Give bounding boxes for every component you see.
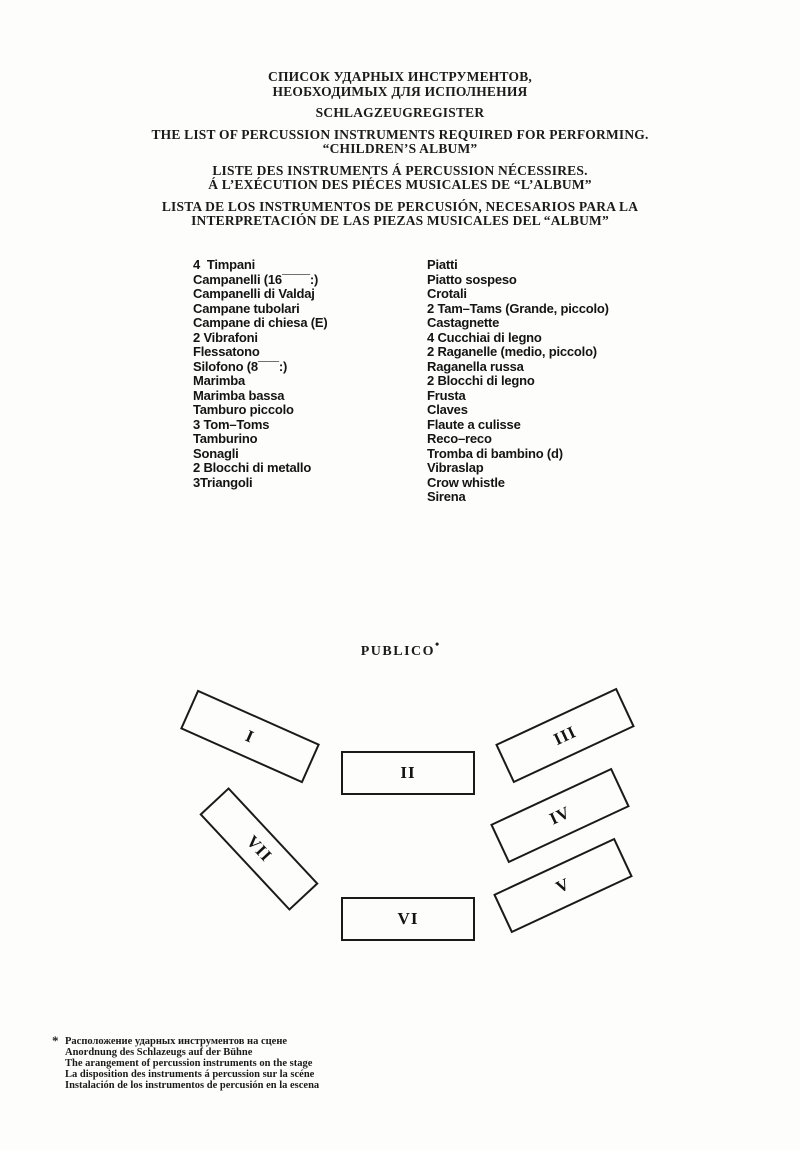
stage-position-ii-label: II <box>400 763 416 782</box>
list-line: Crotali <box>427 286 467 301</box>
footnotes-block <box>52 1033 320 1091</box>
list-line: Campanelli di Valdaj <box>193 286 315 301</box>
title-english-line2: “CHILDREN’S ALBUM” <box>322 141 478 156</box>
title-spanish-line2: INTERPRETACIÓN DE LAS PIEZAS MUSICALES DEL “ALBUM” <box>191 213 609 228</box>
list-line: Flaute a culisse <box>427 416 521 432</box>
title-french-line1: LISTE DES INSTRUMENTS Á PERCUSSION NÉCESSIRES. <box>212 162 588 178</box>
audience-label <box>0 637 800 660</box>
list-line: Claves <box>427 402 468 417</box>
list-line: Tamburo piccolo <box>193 402 294 417</box>
list-line: 2 Tam–Tams (Grande, piccolo) <box>427 300 609 316</box>
list-line: Piatti <box>427 257 458 272</box>
list-line: 4 Cucchiai di legno <box>427 329 542 345</box>
list-line: La disposition des instruments á percussion sur la scéne <box>65 1069 315 1080</box>
stage-position-i <box>180 690 320 784</box>
list-line: Campanelli (16¯¯¯¯:) <box>193 271 319 287</box>
stage-position-iii-label: III <box>550 721 580 749</box>
stage-position-ii <box>341 751 475 795</box>
title-german: SCHLAGZEUGREGISTER <box>315 105 485 120</box>
footnote-asterisk: * <box>52 1033 59 1048</box>
stage-position-iv-label: IV <box>546 802 574 829</box>
list-line: Tromba di bambino (d) <box>427 445 563 461</box>
list-line: 4 Timpani <box>193 257 256 272</box>
list-line: Crow whistle <box>427 474 505 490</box>
list-line: Vibraslap <box>427 460 484 475</box>
audience-label-text: PUBLICO <box>360 644 436 659</box>
list-line: Anordnung des Schlazeugs auf der Bühne <box>65 1047 253 1058</box>
stage-position-vii <box>199 787 318 911</box>
list-line: Piatto sospeso <box>427 271 517 287</box>
footnote-lines <box>65 1036 319 1091</box>
list-line: Tamburino <box>193 431 258 446</box>
list-line: Marimba bassa <box>193 387 285 403</box>
instrument-list-right-column <box>427 258 609 505</box>
list-line: Расположение ударных инструментов на сцене <box>65 1036 288 1047</box>
list-line: 2 Vibrafoni <box>193 329 258 345</box>
stage-position-vi <box>341 897 475 941</box>
list-line: 2 Blocchi di metallo <box>193 460 312 475</box>
list-line: 3Triangoli <box>193 474 253 490</box>
list-line: Instalación de los instrumentos de percusión en la escena <box>65 1080 320 1091</box>
list-line: Raganella russa <box>427 358 524 374</box>
stage-position-v <box>493 838 633 934</box>
title-russian-line2: НЕОБХОДИМЫХ ДЛЯ ИСПОЛНЕНИЯ <box>272 83 528 99</box>
list-line: Sirena <box>427 489 466 504</box>
title-english-line1: THE LIST OF PERCUSSION INSTRUMENTS REQUIRED FOR PERFORMING. <box>151 126 649 142</box>
list-line: Reco–reco <box>427 431 492 446</box>
list-line: Flessatono <box>193 344 260 359</box>
title-russian-line1: СПИСОК УДАРНЫХ ИНСТРУМЕНТОВ, <box>268 69 532 84</box>
list-line: The arangement of percussion instruments on the stage <box>65 1058 313 1069</box>
instrument-list-left-column <box>193 258 328 490</box>
list-line: Campane tubolari <box>193 300 300 316</box>
stage-position-i-label: I <box>242 725 258 747</box>
list-line: Castagnette <box>427 315 500 330</box>
list-line: 2 Raganelle (medio, piccolo) <box>427 344 597 359</box>
stage-position-iv <box>490 768 630 864</box>
list-line: 3 Tom–Toms <box>193 416 270 432</box>
title-french-line2: Á L’EXÉCUTION DES PIÉCES MUSICALES DE “L’ALBUM” <box>208 177 592 192</box>
stage-position-vi-label: VI <box>397 909 419 928</box>
list-line: Frusta <box>427 387 466 403</box>
title-block <box>0 70 800 229</box>
list-line: Campane di chiesa (E) <box>193 315 328 330</box>
list-line: Silofono (8¯¯¯:) <box>193 358 288 374</box>
title-spanish-line1: LISTA DE LOS INSTRUMENTOS DE PERCUSIÓN, NECESARIOS PARA LA <box>161 198 639 214</box>
stage-position-iii <box>495 688 635 784</box>
list-line: 2 Blocchi di legno <box>427 373 535 388</box>
stage-position-vii-label: VII <box>242 831 277 866</box>
list-line: Marimba <box>193 373 246 388</box>
audience-footnote-marker: • <box>435 637 440 651</box>
list-line: Sonagli <box>193 445 239 461</box>
stage-position-v-label: V <box>552 873 573 897</box>
